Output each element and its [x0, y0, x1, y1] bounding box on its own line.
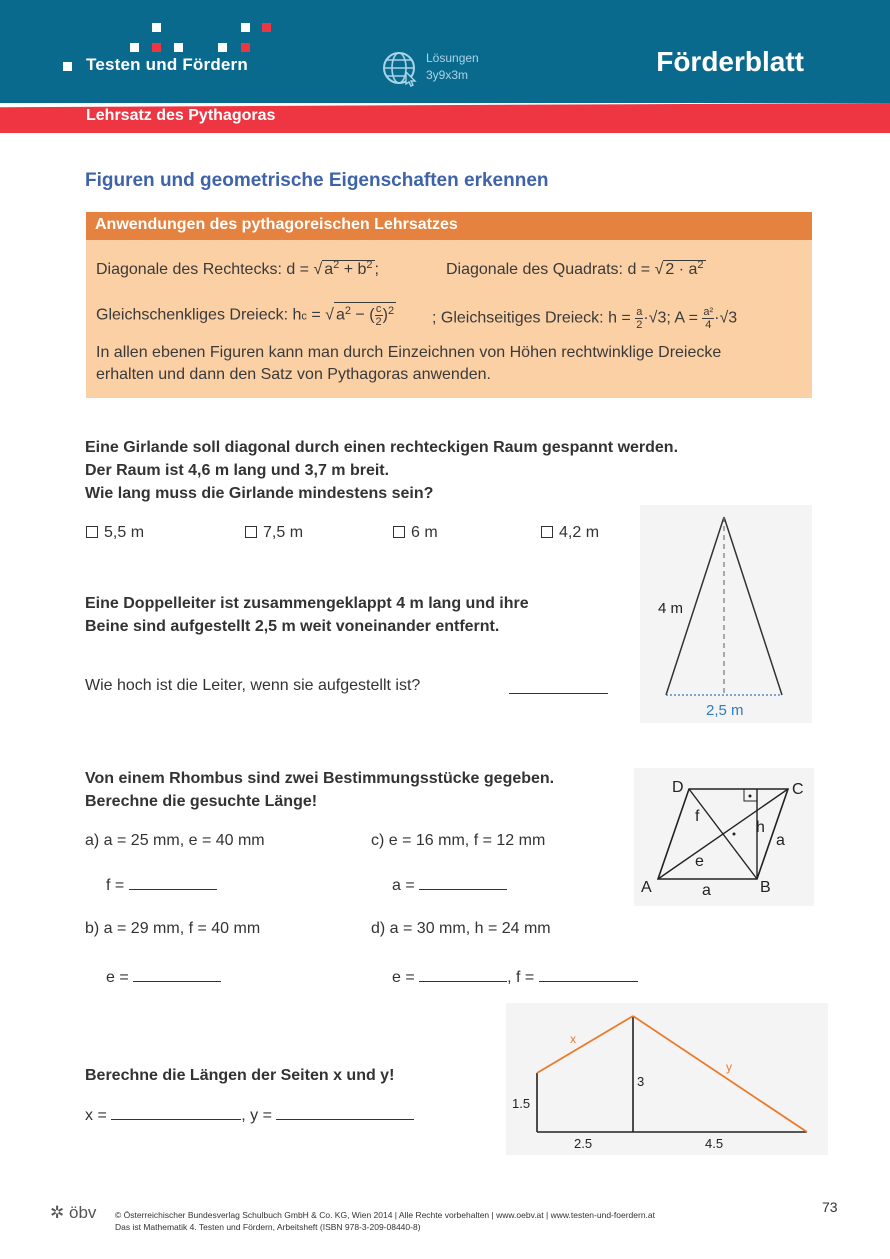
info-note-line2: erhalten und dann den Satz von Pythagoras anwenden. — [96, 366, 491, 383]
rhombus-label-a-bottom: a — [702, 882, 711, 899]
formula-isosceles: Gleichschenkliges Dreieck: hc = √ $a^2$ − ( $\frac{c}{2}$ )$^2$ — [96, 303, 395, 328]
ladder-base-label: 2,5 m — [706, 702, 744, 719]
checkbox[interactable] — [393, 526, 405, 538]
task1-text: Eine Girlande soll diagonal durch einen rechteckigen Raum gespannt werden. Der Raum ist 4,6 m lang und 3,7 m breit. Wie lang muss die Girlande mindestens sein? — [85, 439, 679, 502]
checkbox[interactable] — [541, 526, 553, 538]
xy-figure — [506, 1003, 828, 1155]
task4-answer: x = , y = — [85, 1105, 414, 1125]
fig-label-h2: 3 — [637, 1074, 645, 1089]
brand-bullet — [63, 62, 72, 71]
answer-blank-y[interactable] — [276, 1105, 414, 1120]
answer-blank-height[interactable] — [509, 679, 608, 694]
task4-title: Berechne die Längen der Seiten x und y! — [85, 1067, 395, 1084]
rhombus-label-f: f — [695, 808, 700, 825]
publisher-logo: ✲ öbv — [50, 1203, 97, 1222]
rhombus-label-B: B — [760, 879, 771, 896]
option-4[interactable]: 4,2 m — [541, 524, 599, 542]
fig-label-h1: 1.5 — [512, 1096, 531, 1111]
brand-name: Testen und Fördern — [86, 55, 248, 74]
task3-text: Von einem Rhombus sind zwei Bestimmungsstücke gegeben. Berechne die gesuchte Länge! — [85, 770, 555, 810]
task3a-given: a) a = 25 mm, e = 40 mm — [85, 832, 265, 849]
rhombus-label-e: e — [695, 853, 704, 870]
answer-blank-x[interactable] — [111, 1105, 241, 1120]
topic-title: Lehrsatz des Pythagoras — [86, 107, 276, 124]
globe-icon[interactable] — [381, 50, 419, 88]
answer-blank-e[interactable] — [133, 967, 221, 982]
rhombus-label-C: C — [792, 781, 804, 798]
option-3[interactable]: 6 m — [393, 524, 438, 542]
rhombus-label-a-right: a — [776, 832, 785, 849]
formula-equilateral: ; Gleichseitiges Dreieck: h = $\frac{a}{2}$ ·√3; A = $\frac{\text{a²}}{4}$ ·√3 — [432, 306, 738, 331]
page-number: 73 — [822, 1199, 838, 1215]
task2-question: Wie hoch ist die Leiter, wenn sie aufgestellt ist? — [85, 677, 421, 694]
fig-label-x: x — [570, 1032, 576, 1046]
answer-blank-e2[interactable] — [419, 967, 507, 982]
formula-square-diagonal: Diagonale des Quadrats: d = √ $2 \cdot a^2$ — [446, 259, 704, 278]
formula-rect-diagonal: Diagonale des Rechtecks: d = √ $a^2 + b^2$ ; — [96, 259, 379, 278]
info-box-heading: Anwendungen des pythagoreischen Lehrsatzes — [95, 216, 458, 233]
rhombus-label-h: h — [756, 819, 765, 836]
fig-label-b2: 4.5 — [705, 1136, 724, 1151]
asterisk-icon: ✲ — [50, 1203, 65, 1222]
checkbox[interactable] — [86, 526, 98, 538]
ladder-side-label: 4 m — [658, 600, 684, 617]
rhombus-label-D: D — [672, 779, 684, 796]
task3b-given: b) a = 29 mm, f = 40 mm — [85, 920, 261, 937]
solutions-code[interactable]: 3y9x3m — [426, 68, 469, 82]
info-note-line1: In allen ebenen Figuren kann man durch Einzeichnen von Höhen rechtwinklige Dreiecke — [96, 344, 722, 361]
answer-blank-f[interactable] — [129, 875, 217, 890]
task2-text: Eine Doppelleiter ist zusammengeklappt 4 m lang und ihre Beine sind aufgestellt 2,5 m weit voneinander entfernt. — [85, 595, 529, 635]
solutions-label[interactable]: Lösungen — [426, 51, 479, 65]
task3c-given: c) e = 16 mm, f = 12 mm — [371, 832, 546, 849]
section-title: Figuren und geometrische Eigenschaften erkennen — [85, 170, 549, 191]
task3c-answer: a = — [392, 875, 507, 895]
fig-label-b1: 2.5 — [574, 1136, 593, 1151]
fig-label-y: y — [726, 1060, 732, 1074]
task3d-answer: e = , f = — [392, 967, 638, 987]
task3b-answer: e = — [106, 967, 221, 987]
task3a-answer: f = — [106, 875, 217, 895]
answer-blank-a[interactable] — [419, 875, 507, 890]
option-2[interactable]: 7,5 m — [245, 524, 303, 542]
footer-copyright: © Österreichischer Bundesverlag Schulbuch GmbH & Co. KG, Wien 2014 | Alle Rechte vorbehalten | www.oebv.at | www.testen-und-foerdern.at — [115, 1210, 655, 1220]
task3d-given: d) a = 30 mm, h = 24 mm — [371, 920, 551, 937]
option-1[interactable]: 5,5 m — [86, 524, 144, 542]
rhombus-figure — [634, 768, 814, 906]
answer-blank-f2[interactable] — [539, 967, 638, 982]
ladder-figure — [640, 505, 812, 723]
rhombus-label-A: A — [641, 879, 652, 896]
sheet-title: Förderblatt — [656, 46, 804, 77]
checkbox[interactable] — [245, 526, 257, 538]
footer-isbn: Das ist Mathematik 4. Testen und Fördern, Arbeitsheft (ISBN 978-3-209-08440-8) — [115, 1222, 421, 1232]
